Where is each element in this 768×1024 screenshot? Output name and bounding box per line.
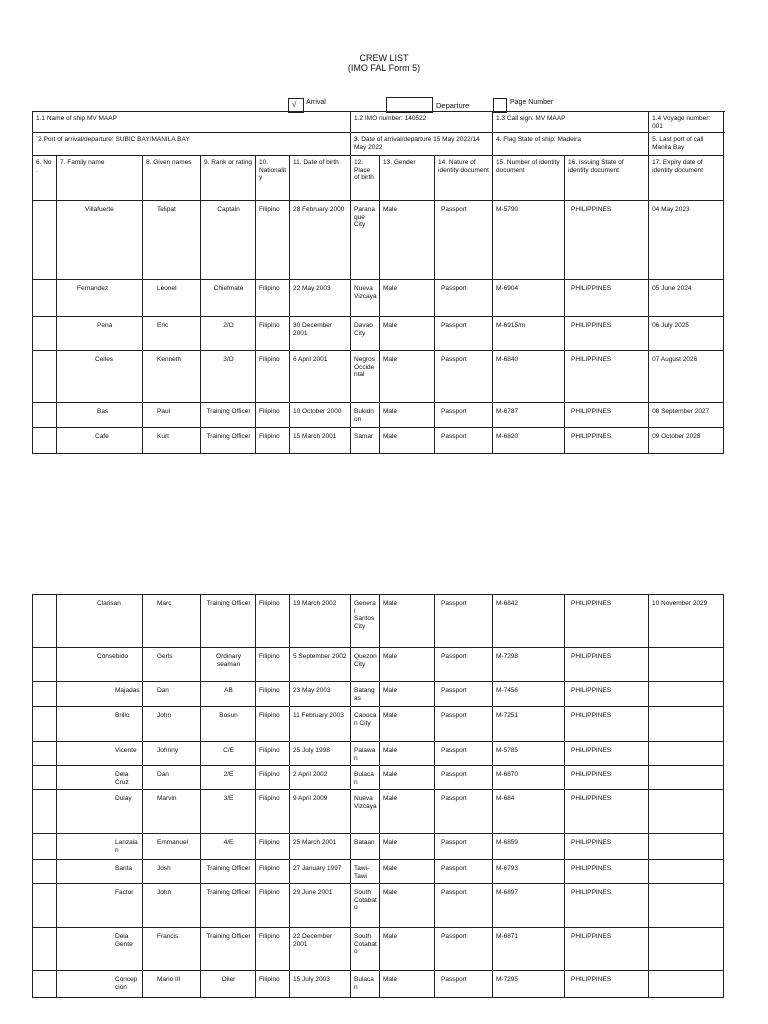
departure-label: Departure: [436, 101, 470, 110]
cell-num: M-5785: [493, 742, 565, 766]
row-number-cell: [33, 860, 57, 884]
cell-nat: Filipino: [256, 742, 290, 766]
cell-doc: Passport: [435, 834, 493, 860]
cell-rank: C/E: [201, 742, 256, 766]
cell-family: Banta: [57, 860, 143, 884]
cell-nat: Filipino: [256, 971, 290, 998]
cell-state: PHILIPPINES: [565, 971, 649, 998]
cell-state: PHILIPPINES: [565, 351, 649, 403]
cell-gender: Male: [380, 790, 435, 834]
column-header: 11. Date of birth: [290, 156, 351, 201]
cell-doc: Passport: [435, 317, 493, 351]
cell-dob: 15 March 2001: [290, 428, 351, 454]
cell-nat: Filipino: [256, 351, 290, 403]
cell-pob: Palawan: [351, 742, 380, 766]
row-number-cell: [33, 834, 57, 860]
cell-state: PHILIPPINES: [565, 860, 649, 884]
cell-num: M-6915/m: [493, 317, 565, 351]
row-number-cell: [33, 595, 57, 648]
cell-dob: 2 April 2002: [290, 766, 351, 790]
cell-doc: Passport: [435, 201, 493, 280]
cell-gender: Male: [380, 201, 435, 280]
table-row: [33, 928, 724, 971]
cell-num: M-684: [493, 790, 565, 834]
cell-rank: Training Officer: [201, 860, 256, 884]
cell-rank: Captain: [201, 201, 256, 280]
cell-rank: Oiler: [201, 971, 256, 998]
cell-doc: Passport: [435, 351, 493, 403]
cell-given: Francis: [143, 928, 201, 971]
cell-pob: Bataan: [351, 834, 380, 860]
table-row: [33, 884, 724, 928]
table-row: [33, 351, 724, 403]
cell-exp: [649, 790, 724, 834]
call-sign-cell: 1.3 Call sign: MV MAAP: [493, 112, 649, 133]
imo-number-cell: 1.2 IMO number: 140522: [351, 112, 493, 133]
row-number-cell: [33, 201, 57, 280]
cell-num: M-6793: [493, 860, 565, 884]
cell-rank: Training Officer: [201, 595, 256, 648]
cell-rank: Bosun: [201, 707, 256, 742]
table-row: [33, 742, 724, 766]
cell-exp: [649, 928, 724, 971]
cell-pob: Batangas: [351, 682, 380, 707]
cell-pob: Bulacan: [351, 766, 380, 790]
cell-pob: Samar: [351, 428, 380, 454]
cell-dob: 29 June 2001: [290, 884, 351, 928]
cell-num: M-6870: [493, 766, 565, 790]
cell-given: Emmanuel: [143, 834, 201, 860]
cell-given: Telipat: [143, 201, 201, 280]
cell-given: Dan: [143, 682, 201, 707]
cell-rank: Training Officer: [201, 928, 256, 971]
cell-num: M-6840: [493, 351, 565, 403]
row-number-cell: [33, 928, 57, 971]
row-number-cell: [33, 351, 57, 403]
cell-given: Johnny: [143, 742, 201, 766]
table-row: [33, 834, 724, 860]
cell-num: M-7456: [493, 682, 565, 707]
crew-list-table-continued: [32, 594, 724, 998]
cell-exp: [649, 860, 724, 884]
cell-exp: [649, 682, 724, 707]
cell-exp: 09 October 2028: [649, 428, 724, 454]
cell-doc: Passport: [435, 428, 493, 454]
column-header: 6. No .: [33, 156, 57, 201]
table-row: [33, 860, 724, 884]
cell-state: PHILIPPINES: [565, 317, 649, 351]
cell-num: M-7298: [493, 648, 565, 682]
voyage-number-cell: 1.4 Voyage number: 001: [649, 112, 724, 133]
table-row: [33, 428, 724, 454]
cell-doc: Passport: [435, 742, 493, 766]
cell-pob: Caoocan City: [351, 707, 380, 742]
page-number-label: Page Number: [510, 99, 554, 106]
cell-given: Kenneth: [143, 351, 201, 403]
cell-gender: Male: [380, 971, 435, 998]
cell-state: PHILIPPINES: [565, 595, 649, 648]
cell-state: PHILIPPINES: [565, 682, 649, 707]
cell-given: Eric: [143, 317, 201, 351]
cell-family: Villafuerte: [57, 201, 143, 280]
table-row: [33, 595, 724, 648]
cell-pob: Negros Occidental: [351, 351, 380, 403]
cell-gender: Male: [380, 595, 435, 648]
cell-dob: 23 May 2003: [290, 682, 351, 707]
column-header: 7. Family name: [57, 156, 143, 201]
cell-gender: Male: [380, 707, 435, 742]
cell-nat: Filipino: [256, 834, 290, 860]
cell-given: Kurt: [143, 428, 201, 454]
cell-family: Concepcion: [57, 971, 143, 998]
cell-exp: 10 November 2029: [649, 595, 724, 648]
cell-given: Leonel: [143, 280, 201, 317]
form-subtitle: (IMO FAL Form 5): [347, 63, 421, 73]
cell-state: PHILIPPINES: [565, 790, 649, 834]
cell-dob: 22 December 2001: [290, 928, 351, 971]
cell-pob: Quezon City: [351, 648, 380, 682]
cell-family: Celles: [57, 351, 143, 403]
cell-family: Bas: [57, 403, 143, 428]
cell-family: Clarisan: [57, 595, 143, 648]
cell-family: Consebido: [57, 648, 143, 682]
cell-nat: Filipino: [256, 790, 290, 834]
column-header: 14. Nature of identity document: [435, 156, 493, 201]
cell-pob: Nueva Vizcaya: [351, 790, 380, 834]
cell-nat: Filipino: [256, 884, 290, 928]
cell-nat: Filipino: [256, 280, 290, 317]
cell-family: Pena: [57, 317, 143, 351]
cell-exp: [649, 971, 724, 998]
cell-dob: 25 March 2001: [290, 834, 351, 860]
cell-gender: Male: [380, 766, 435, 790]
cell-doc: Passport: [435, 928, 493, 971]
column-header: 8. Given names: [143, 156, 201, 201]
cell-family: Brillo: [57, 707, 143, 742]
cell-nat: Filipino: [256, 928, 290, 971]
cell-exp: 08 September 2027: [649, 403, 724, 428]
cell-dob: 25 July 1998: [290, 742, 351, 766]
cell-family: Dela Gente: [57, 928, 143, 971]
table-row: [33, 280, 724, 317]
cell-state: PHILIPPINES: [565, 742, 649, 766]
cell-gender: Male: [380, 403, 435, 428]
cell-num: M-6904: [493, 280, 565, 317]
cell-given: Gerls: [143, 648, 201, 682]
cell-exp: 06 July 2025: [649, 317, 724, 351]
cell-rank: Training Officer: [201, 884, 256, 928]
cell-family: Fernandez: [57, 280, 143, 317]
cell-pob: Bukidnon: [351, 403, 380, 428]
cell-gender: Male: [380, 834, 435, 860]
cell-dob: 28 February 2000: [290, 201, 351, 280]
cell-state: PHILIPPINES: [565, 928, 649, 971]
cell-pob: Davao City: [351, 317, 380, 351]
cell-state: PHILIPPINES: [565, 201, 649, 280]
cell-doc: Passport: [435, 884, 493, 928]
cell-exp: [649, 707, 724, 742]
cell-state: PHILIPPINES: [565, 403, 649, 428]
cell-doc: Passport: [435, 860, 493, 884]
cell-given: Josh: [143, 860, 201, 884]
cell-doc: Passport: [435, 648, 493, 682]
cell-gender: Male: [380, 351, 435, 403]
date-cell: 3. Date of arrival/departure 15 May 2022/14 May 2022: [351, 133, 493, 156]
cell-rank: 4/E: [201, 834, 256, 860]
cell-given: Dan: [143, 766, 201, 790]
cell-rank: AB: [201, 682, 256, 707]
cell-gender: Male: [380, 648, 435, 682]
cell-doc: Passport: [435, 682, 493, 707]
cell-state: PHILIPPINES: [565, 834, 649, 860]
cell-num: M-5790: [493, 201, 565, 280]
cell-num: M-6859: [493, 834, 565, 860]
table-row: [33, 317, 724, 351]
cell-family: Dela Cruz: [57, 766, 143, 790]
cell-dob: 15 July 2003: [290, 971, 351, 998]
cell-family: Factor: [57, 884, 143, 928]
cell-gender: Male: [380, 742, 435, 766]
row-number-cell: [33, 682, 57, 707]
cell-doc: Passport: [435, 595, 493, 648]
row-number-cell: [33, 428, 57, 454]
cell-nat: Filipino: [256, 201, 290, 280]
cell-given: Marc: [143, 595, 201, 648]
cell-state: PHILIPPINES: [565, 884, 649, 928]
cell-nat: Filipino: [256, 648, 290, 682]
cell-doc: Passport: [435, 971, 493, 998]
cell-rank: Training Officer: [201, 403, 256, 428]
cell-num: M-6820: [493, 428, 565, 454]
cell-dob: 22 May 2003: [290, 280, 351, 317]
cell-given: Paul: [143, 403, 201, 428]
cell-family: Majadas: [57, 682, 143, 707]
cell-rank: 3/E: [201, 790, 256, 834]
cell-gender: Male: [380, 317, 435, 351]
cell-pob: South Cotabato: [351, 928, 380, 971]
cell-dob: 6 April 2001: [290, 351, 351, 403]
cell-rank: 3/O: [201, 351, 256, 403]
port-cell: ¨2.Port of arrival/departure: SUBIC BAY/MANILA BAY: [33, 133, 351, 156]
cell-doc: Passport: [435, 403, 493, 428]
row-number-cell: [33, 790, 57, 834]
column-header: 17. Expiry date of identity document: [649, 156, 724, 201]
cell-dob: 9 April 2009: [290, 790, 351, 834]
cell-exp: [649, 834, 724, 860]
cell-state: PHILIPPINES: [565, 280, 649, 317]
cell-dob: 27 January 1997: [290, 860, 351, 884]
table-row: [33, 790, 724, 834]
cell-dob: 5 September 2002: [290, 648, 351, 682]
cell-pob: Nueva Vizcaya: [351, 280, 380, 317]
cell-dob: 10 October 2000: [290, 403, 351, 428]
cell-family: Cafe: [57, 428, 143, 454]
cell-num: M-7251: [493, 707, 565, 742]
column-header: 13. Gender: [380, 156, 435, 201]
cell-num: M-7295: [493, 971, 565, 998]
column-header: 16. Issuing State of identity document: [565, 156, 649, 201]
table-row: [33, 766, 724, 790]
table-row: [33, 648, 724, 682]
cell-exp: 07 August 2026: [649, 351, 724, 403]
cell-family: Vicente: [57, 742, 143, 766]
cell-state: PHILIPPINES: [565, 766, 649, 790]
row-number-cell: [33, 317, 57, 351]
cell-nat: Filipino: [256, 595, 290, 648]
row-number-cell: [33, 884, 57, 928]
cell-given: Mario III: [143, 971, 201, 998]
cell-gender: Male: [380, 928, 435, 971]
cell-doc: Passport: [435, 766, 493, 790]
cell-given: John: [143, 884, 201, 928]
cell-dob: 30 December 2001: [290, 317, 351, 351]
cell-rank: Ordinary seaman: [201, 648, 256, 682]
cell-exp: [649, 742, 724, 766]
cell-exp: 04 May 2023: [649, 201, 724, 280]
row-number-cell: [33, 707, 57, 742]
cell-num: M-6897: [493, 884, 565, 928]
arrival-label: Arrival: [306, 99, 326, 106]
row-number-cell: [33, 971, 57, 998]
table-row: [33, 403, 724, 428]
cell-nat: Filipino: [256, 766, 290, 790]
cell-given: John: [143, 707, 201, 742]
cell-exp: [649, 648, 724, 682]
table-row: [33, 971, 724, 998]
column-header: 12. Place of birth: [351, 156, 380, 201]
cell-state: PHILIPPINES: [565, 428, 649, 454]
cell-gender: Male: [380, 280, 435, 317]
cell-family: Lanzalan: [57, 834, 143, 860]
cell-gender: Male: [380, 682, 435, 707]
last-port-cell: 5. Last port of call Manila Bay: [649, 133, 724, 156]
cell-nat: Filipino: [256, 860, 290, 884]
cell-nat: Filipino: [256, 707, 290, 742]
cell-nat: Filipino: [256, 428, 290, 454]
cell-pob: General Santos City: [351, 595, 380, 648]
cell-given: Marvin: [143, 790, 201, 834]
ship-name-cell: 1.1 Name of ship MV MAAP: [33, 112, 351, 133]
cell-exp: 05 June 2024: [649, 280, 724, 317]
table-row: [33, 682, 724, 707]
cell-state: PHILIPPINES: [565, 648, 649, 682]
cell-num: M-6842: [493, 595, 565, 648]
row-number-cell: [33, 403, 57, 428]
cell-rank: 2/O: [201, 317, 256, 351]
cell-gender: Male: [380, 860, 435, 884]
cell-num: M-6871: [493, 928, 565, 971]
cell-exp: [649, 884, 724, 928]
cell-nat: Filipino: [256, 403, 290, 428]
crew-list-table: [32, 111, 724, 454]
row-number-cell: [33, 742, 57, 766]
cell-nat: Filipino: [256, 682, 290, 707]
flag-state-cell: 4. Flag State of ship: Madeira: [493, 133, 649, 156]
row-number-cell: [33, 766, 57, 790]
cell-num: M-6787: [493, 403, 565, 428]
row-number-cell: [33, 648, 57, 682]
cell-rank: 2/E: [201, 766, 256, 790]
column-header: 15. Number of identity document: [493, 156, 565, 201]
cell-pob: South Cotabato: [351, 884, 380, 928]
cell-exp: [649, 766, 724, 790]
form-title: CREW LIST: [359, 53, 409, 63]
cell-pob: Paranaque City: [351, 201, 380, 280]
cell-pob: Bulacan: [351, 971, 380, 998]
arrival-checkmark: √: [292, 100, 297, 109]
column-header: 10. Nationality: [256, 156, 290, 201]
table-row: [33, 201, 724, 280]
cell-rank: Training Officer: [201, 428, 256, 454]
cell-state: PHILIPPINES: [565, 707, 649, 742]
cell-rank: Chiefmate: [201, 280, 256, 317]
cell-gender: Male: [380, 428, 435, 454]
column-header: 9. Rank or rating: [201, 156, 256, 201]
row-number-cell: [33, 280, 57, 317]
cell-doc: Passport: [435, 790, 493, 834]
table-row: [33, 707, 724, 742]
cell-gender: Male: [380, 884, 435, 928]
cell-dob: 19 March 2002: [290, 595, 351, 648]
cell-dob: 11 February 2003: [290, 707, 351, 742]
cell-family: Dulay: [57, 790, 143, 834]
cell-doc: Passport: [435, 707, 493, 742]
cell-doc: Passport: [435, 280, 493, 317]
cell-nat: Filipino: [256, 317, 290, 351]
cell-pob: Tawi-Tawi: [351, 860, 380, 884]
